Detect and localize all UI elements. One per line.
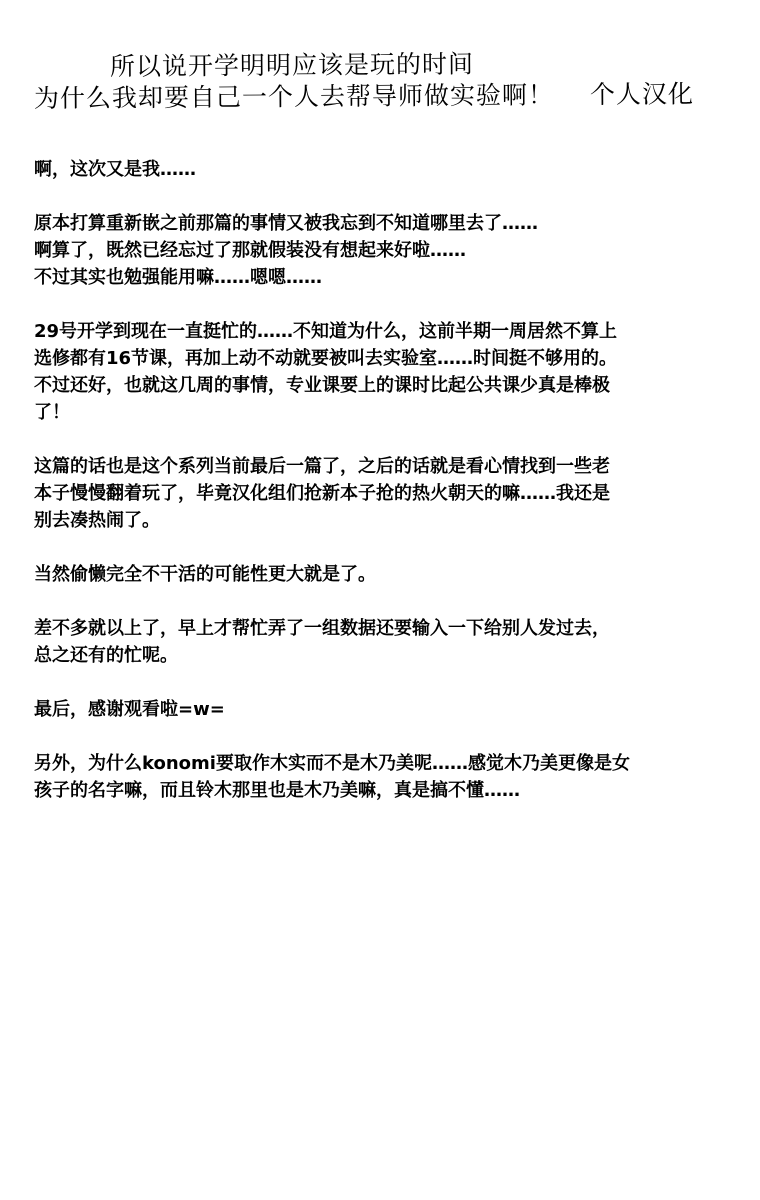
paragraph-6: 差不多就以上了，早上才帮忙弄了一组数据还要输入一下给别人发过去， 总之还有的忙呢。 [34, 618, 610, 666]
header-line-1: 所以说开学明明应该是玩的时间 [109, 49, 475, 81]
paragraph-3: 29号开学到现在一直挺忙的……不知道为什么，这前半期一周居然不算上 选修都有16节课，再加上动不动就要被叫去实验室……时间挺不够用的。 不过还好，也就这几周的事情，专业课要上的课时比起公共课少真是棒极 了！ [34, 321, 618, 423]
header-line-2 [34, 79, 760, 114]
paragraph-5: 当然偷懒完全不干活的可能性更大就是了。 [34, 564, 376, 585]
header [0, 49, 760, 114]
paragraph-2: 原本打算重新嵌之前那篇的事情又被我忘到不知道哪里去了…… 啊算了，既然已经忘过了那就假装没有想起来好啦…… 不过其实也勉强能用嘛……嗯嗯…… [34, 213, 538, 288]
paragraph-4: 这篇的话也是这个系列当前最后一篇了，之后的话就是看心情找到一些老 本子慢慢翻着玩了，毕竟汉化组们抢新本子抢的热火朝天的嘛……我还是 别去凑热闹了。 [34, 456, 610, 531]
paragraph-1: 啊，这次又是我…… [34, 159, 196, 180]
paragraph-7: 最后，感谢观看啦=w= [34, 699, 225, 720]
credit-label: 个人汉化 [589, 79, 695, 110]
header-line-2-text: 为什么我却要自己一个人去帮导师做实验啊！ [33, 80, 555, 113]
paragraph-8: 另外，为什么konomi要取作木实而不是木乃美呢……感觉木乃美更像是女 孩子的名字嘛，而且铃木那里也是木乃美嘛，真是搞不懂…… [34, 753, 630, 801]
body-text [34, 156, 738, 831]
